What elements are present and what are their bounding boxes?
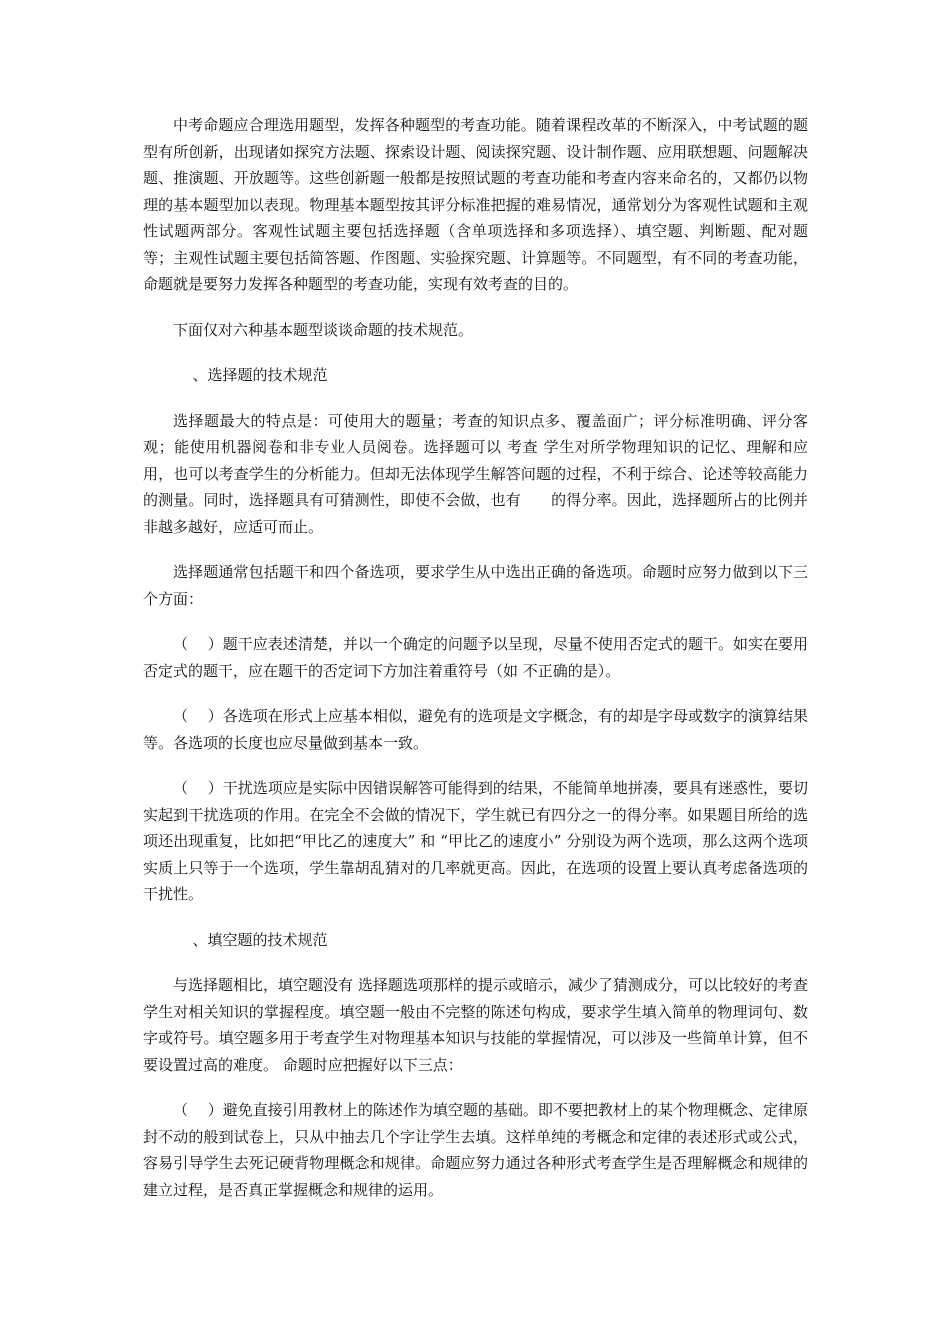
paragraph-overview: 下面仅对六种基本题型谈谈命题的技术规范。 bbox=[173, 320, 474, 339]
paragraph-choice-features: 选择题最大的特点是：可使用大的题量；考查的知识点多、覆盖面广；评分标准明确、评分客观；能使用机器阅卷和非专业人员阅卷。选择题可以 考查 学生对所学物理知识的记忆、理解和应用，也可以考查学生的分析能力。但却无法体现学生解答问题的过程，不利于综合、论述等较高能力的测量。同时，选择题具有可猜测性，即使不会做，也有 的得分率。因此，选择题所占的比例并非越多越好，应适可而止。 bbox=[143, 411, 808, 536]
paragraph-fill-blank-intro: 与选择题相比，填空题没有 选择题选项那样的提示或暗示，减少了猜测成分，可以比较好的考查学生对相关知识的掌握程度。填空题一般由不完整的陈述句构成，要求学生填入简单的物理词句、数字或符号。填空题多用于考查学生对物理基本知识与技能的掌握情况，可以涉及一些简单计算，但不要设置过高的难度。 命题时应把握好以下三点： bbox=[143, 976, 808, 1074]
paragraph-intro: 中考命题应合理选用题型，发挥各种题型的考查功能。随着课程改革的不断深入，中考试题的题型有所创新，出现诸如探究方法题、探索设计题、阅读探究题、设计制作题、应用联想题、问题解决题、推演题、开放题等。这些创新题一般都是按照试题的考查功能和考查内容来命名的，又都仍以物理的基本题型加以表现。物理基本题型按其评分标准把握的难易情况，通常划分为客观性试题和主观性试题两部分。客观性试题主要包括选择题（含单项选择和多项选择）、填空题、判断题、配对题等；主观性试题主要包括简答题、作图题、实验探究题、计算题等。不同题型，有不同的考查功能，命题就是要努力发挥各种题型的考查功能，实现有效考查的目的。 bbox=[143, 116, 808, 293]
paragraph-choice-rule-1: （ ）题干应表述清楚，并以一个确定的问题予以呈现，尽量不使用否定式的题干。如实在要用否定式的题干，应在题干的否定词下方加注着重符号（如 不正确的是）。 bbox=[143, 635, 808, 680]
paragraph-choice-rule-2: （ ）各选项在形式上应基本相似，避免有的选项是文字概念，有的却是字母或数字的演算结果等。各选项的长度也应尽量做到基本一致。 bbox=[143, 707, 808, 752]
section-heading-choice: 、选择题的技术规范 bbox=[192, 366, 328, 384]
paragraph-choice-rule-3: （ ）干扰选项应是实际中因错误解答可能得到的结果，不能简单地拼凑，要具有迷惑性，要切实起到干扰选项的作用。在完全不会做的情况下，学生就已有四分之一的得分率。如果题目所给的选项还出现重复，比如把“甲比乙的速度大” 和 “甲比乙的速度小” 分别设为两个选项，那么这两个选项实质上只等于一个选项，学生靠胡乱猜对的几率就更高。因此，在选项的设置上要认真考虑备选项的干扰性。 bbox=[143, 779, 808, 903]
paragraph-fill-blank-rule-1: （ ）避免直接引用教材上的陈述作为填空题的基础。即不要把教材上的某个物理概念、定律原封不动的般到试卷上，只从中抽去几个字让学生去填。这样单纯的考概念和定律的表述形式或公式，容易引导学生去死记硬背物理概念和规律。命题应努力通过各种形式考查学生是否理解概念和规律的建立过程，是否真正掌握概念和规律的运用。 bbox=[143, 1101, 808, 1199]
document-page bbox=[143, 112, 808, 1222]
paragraph-choice-structure: 选择题通常包括题干和四个备选项，要求学生从中选出正确的备选项。命题时应努力做到以下三个方面： bbox=[143, 563, 808, 608]
section-heading-fill-blank: 、填空题的技术规范 bbox=[192, 930, 328, 949]
